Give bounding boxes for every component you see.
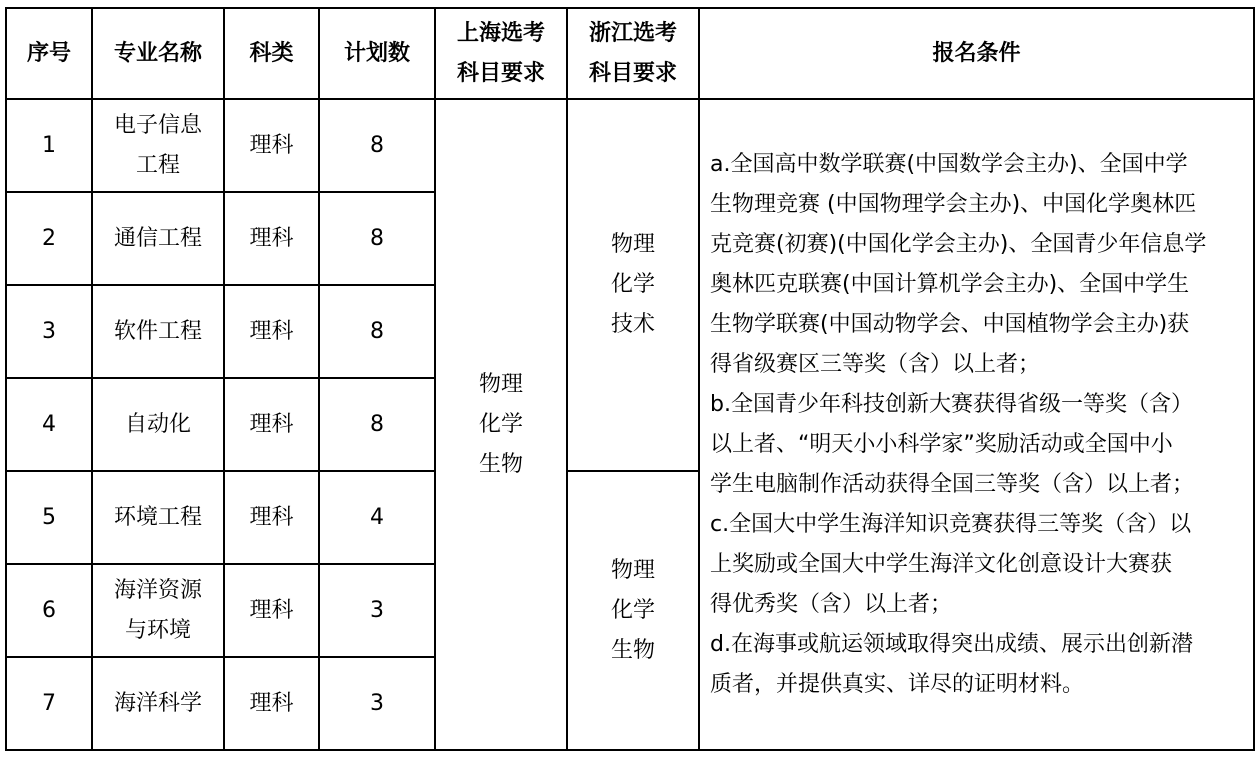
conditions-line: 上奖励或全国大中学生海洋文化创意设计大赛获 <box>710 551 1173 577</box>
zhejiang-req-subject: 技术 <box>610 312 655 337</box>
row-major-line1: 海洋资源 <box>113 577 202 603</box>
row-category: 理科 <box>224 99 319 192</box>
conditions-line: b.全国青少年科技创新大赛获得省级一等奖（含） <box>710 391 1193 417</box>
row-plan: 3 <box>319 564 435 657</box>
header-shanghai-line2: 科目要求 <box>456 60 545 86</box>
row-seq: 2 <box>6 192 92 285</box>
zhejiang-req-subject: 物理 <box>610 557 655 583</box>
row-plan: 4 <box>319 471 435 564</box>
row-category: 理科 <box>224 564 319 657</box>
table-row <box>6 99 1254 192</box>
header-major: 专业名称 <box>92 8 224 99</box>
zhejiang-requirement-b <box>567 471 699 750</box>
conditions-line: 得省级赛区三等奖（含）以上者； <box>710 351 1041 377</box>
row-major: 软件工程 <box>92 285 224 378</box>
shanghai-req-subject: 物理 <box>478 371 523 397</box>
zhejiang-req-subject: 化学 <box>610 597 655 623</box>
row-plan: 3 <box>319 657 435 750</box>
header-zhejiang-line1: 浙江选考 <box>588 20 677 46</box>
header-conditions: 报名条件 <box>699 8 1254 99</box>
row-plan: 8 <box>319 99 435 192</box>
row-category: 理科 <box>224 471 319 564</box>
header-category: 科类 <box>224 8 319 99</box>
header-plan: 计划数 <box>319 8 435 99</box>
conditions-line: 质者，并提供真实、详尽的证明材料。 <box>710 671 1085 697</box>
row-major <box>92 564 224 657</box>
header-row <box>6 8 1254 99</box>
zhejiang-requirement-a <box>567 99 699 471</box>
row-major-line2: 工程 <box>135 152 180 178</box>
row-seq: 7 <box>6 657 92 750</box>
row-seq: 6 <box>6 564 92 657</box>
conditions-line: 得优秀奖（含）以上者； <box>710 591 953 617</box>
row-major: 通信工程 <box>92 192 224 285</box>
row-plan: 8 <box>319 192 435 285</box>
row-major-line2: 与环境 <box>124 617 191 643</box>
zhejiang-req-subject: 生物 <box>610 637 655 663</box>
admission-table <box>5 7 1255 751</box>
conditions-line: 学生电脑制作活动获得全国三等奖（含）以上者； <box>710 471 1195 497</box>
conditions-line: 生物学联赛(中国动物学会、中国植物学会主办)获 <box>710 311 1190 337</box>
shanghai-req-subject: 化学 <box>478 411 523 437</box>
row-category: 理科 <box>224 657 319 750</box>
conditions-line: 奥林匹克联赛(中国计算机学会主办)、全国中学生 <box>710 271 1190 297</box>
conditions-line: a.全国高中数学联赛(中国数学会主办)、全国中学 <box>710 151 1188 177</box>
row-major-line1: 电子信息 <box>113 112 202 138</box>
zhejiang-req-subject: 物理 <box>610 232 655 257</box>
row-seq: 3 <box>6 285 92 378</box>
header-shanghai-line1: 上海选考 <box>456 20 545 46</box>
row-plan: 8 <box>319 285 435 378</box>
row-category: 理科 <box>224 285 319 378</box>
header-zhejiang-line2: 科目要求 <box>588 60 677 86</box>
conditions-line: d.在海事或航运领域取得突出成绩、展示出创新潜 <box>710 631 1193 657</box>
row-major: 海洋科学 <box>92 657 224 750</box>
header-seq: 序号 <box>6 8 92 99</box>
row-category: 理科 <box>224 192 319 285</box>
conditions-text <box>699 99 1254 750</box>
row-plan: 8 <box>319 378 435 471</box>
shanghai-requirement <box>435 99 567 750</box>
conditions-line: 生物理竞赛 (中国物理学会主办)、中国化学奥林匹 <box>710 191 1197 217</box>
conditions-line: c.全国大中学生海洋知识竞赛获得三等奖（含）以 <box>710 511 1192 537</box>
row-seq: 1 <box>6 99 92 192</box>
shanghai-req-subject: 生物 <box>478 451 523 477</box>
row-seq: 4 <box>6 378 92 471</box>
row-major: 自动化 <box>92 378 224 471</box>
row-major: 环境工程 <box>92 471 224 564</box>
row-category: 理科 <box>224 378 319 471</box>
conditions-line: 克竞赛(初赛)(中国化学会主办)、全国青少年信息学 <box>710 231 1207 257</box>
zhejiang-req-subject: 化学 <box>610 272 655 297</box>
row-major <box>92 99 224 192</box>
conditions-line: 以上者、“明天小小科学家”奖励活动或全国中小 <box>710 431 1173 457</box>
header-zhejiang <box>567 8 699 99</box>
header-shanghai <box>435 8 567 99</box>
row-seq: 5 <box>6 471 92 564</box>
